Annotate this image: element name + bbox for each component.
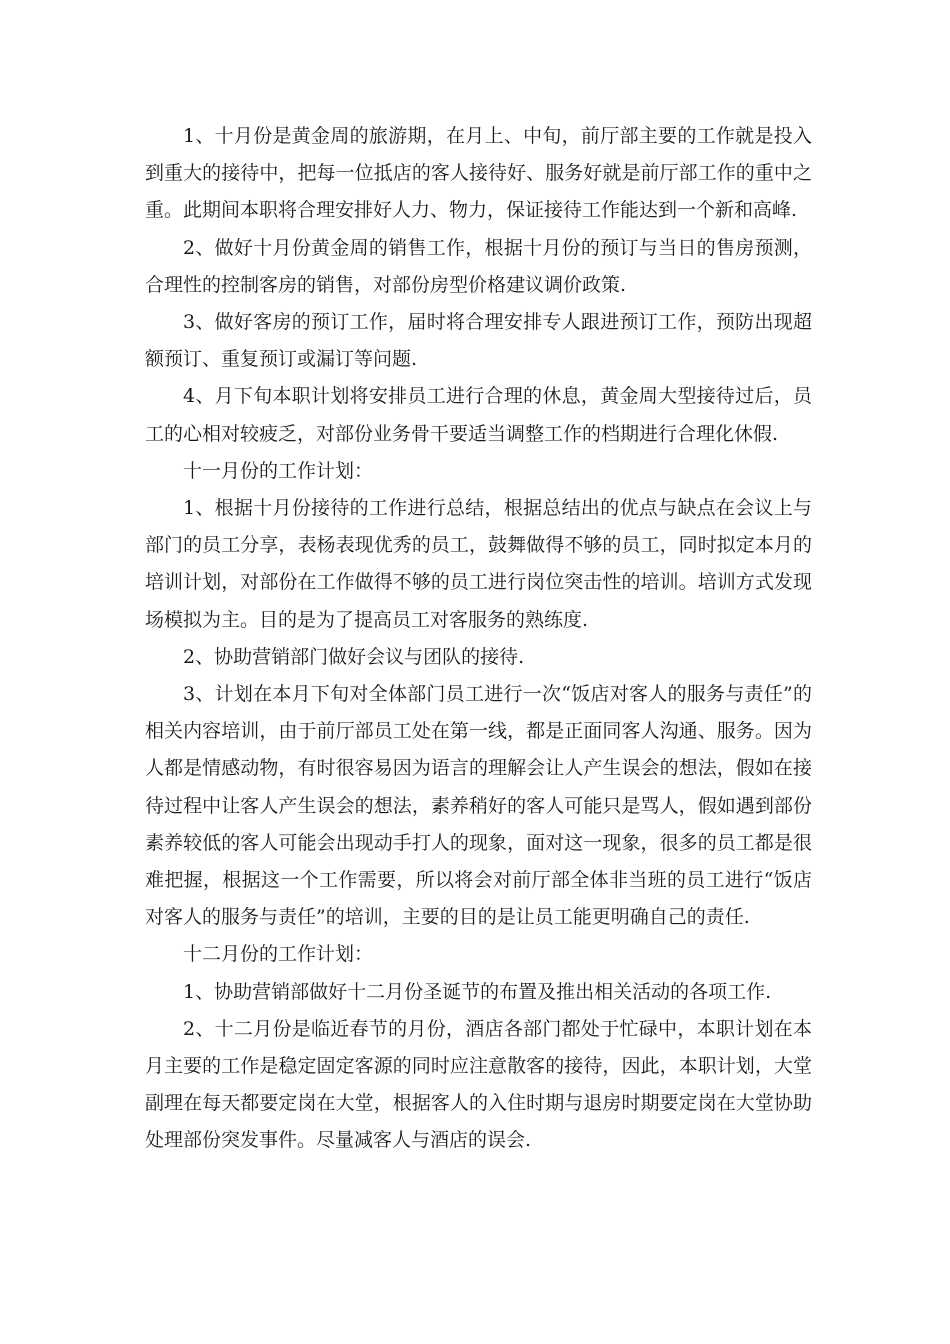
- paragraph-oct-item-3: 3、做好客房的预订工作，届时将合理安排专人跟进预订工作，预防出现超额预订、重复预订或漏订等问题.: [145, 311, 812, 371]
- paragraph-dec-item-2: 2、十二月份是临近春节的月份，酒店各部门都处于忙碌中，本职计划在本月主要的工作是稳定固定客源的同时应注意散客的接待，因此，本职计划，大堂副理在每天都要定岗在大堂，根据客人的入住时期与退房时期要定岗在大堂协助处理部份突发事件。尽量减客人与酒店的误会.: [145, 1017, 812, 1152]
- paragraph-oct-item-2: 2、做好十月份黄金周的销售工作，根据十月份的预订与当日的售房预测，合理性的控制客房的销售，对部份房型价格建议调价政策.: [145, 236, 812, 296]
- paragraph-oct-item-1: 1、十月份是黄金周的旅游期，在月上、中旬，前厅部主要的工作就是投入到重大的接待中，把每一位抵店的客人接待好、服务好就是前厅部工作的重中之重。此期间本职将合理安排好人力、物力，保证接待工作能达到一个新和高峰.: [145, 125, 812, 222]
- paragraph-nov-item-1: 1、根据十月份接待的工作进行总结，根据总结出的优点与缺点在会议上与部门的员工分享，表杨表现优秀的员工，鼓舞做得不够的员工，同时拟定本月的培训计划，对部份在工作做得不够的员工进行岗位突击性的培训。培训方式发现场模拟为主。目的是为了提高员工对客服务的熟练度.: [145, 497, 812, 631]
- paragraph-oct-item-4: 4、月下旬本职计划将安排员工进行合理的休息，黄金周大型接待过后，员工的心相对较疲乏，对部份业务骨干要适当调整工作的档期进行合理化休假.: [145, 385, 812, 445]
- paragraph-nov-item-2: 2、协助营销部门做好会议与团队的接待.: [183, 645, 525, 668]
- heading-december-plan: 十二月份的工作计划：: [183, 943, 374, 966]
- document-page: [145, 118, 812, 1160]
- paragraph-nov-item-3: 3、计划在本月下旬对全体部门员工进行一次“饭店对客人的服务与责任”的相关内容培训，由于前厅部员工处在第一线，都是正面同客人沟通、服务。因为人都是情感动物，有时很容易因为语言的理解会让人产生误会的想法，假如在接待过程中让客人产生误会的想法，素养稍好的客人可能只是骂人，假如遇到部份素养较低的客人可能会出现动手打人的现象，面对这一现象，很多的员工都是很难把握，根据这一个工作需要，所以将会对前厅部全体非当班的员工进行“饭店对客人的服务与责任”的培训，主要的目的是让员工能更明确自己的责任.: [145, 683, 812, 929]
- heading-november-plan: 十一月份的工作计划：: [183, 459, 374, 482]
- paragraph-dec-item-1: 1、协助营销部做好十二月份圣诞节的布置及推出相关活动的各项工作.: [183, 980, 772, 1003]
